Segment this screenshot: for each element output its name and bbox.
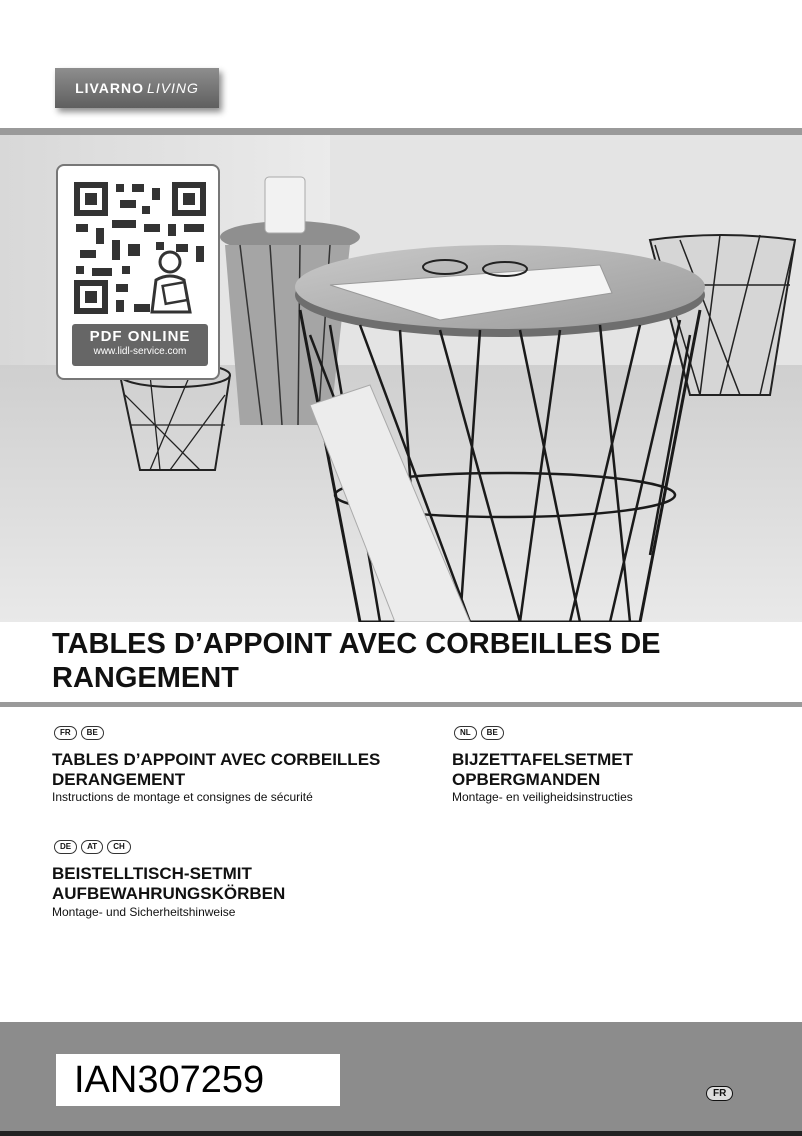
de-country-badges [54, 840, 131, 854]
de-section-subtitle: Montage- und Sicherheitshinweise [52, 905, 236, 919]
pdf-online-label [72, 324, 208, 366]
fr-section-subtitle: Instructions de montage et consignes de sécurité [52, 790, 313, 804]
footer-country-badge: FR [706, 1086, 733, 1101]
country-badge-nl: NL [454, 726, 477, 740]
logo-italic-text: LIVING [147, 80, 199, 96]
country-badge-ch: CH [107, 840, 131, 854]
livarno-living-logo [55, 68, 219, 108]
lidl-service-url: www.lidl-service.com [93, 346, 187, 357]
top-divider [0, 128, 802, 135]
logo-bold-text: LIVARNO [75, 80, 145, 96]
main-title: TABLES D’APPOINT AVEC CORBEILLES DE RANGEMENT [52, 628, 661, 694]
footer-band [0, 1022, 802, 1136]
nl-section-title: BIJZETTAFELSETMET OPBERGMANDEN [452, 750, 634, 789]
country-badge-de: DE [54, 840, 77, 854]
nl-country-badges [454, 726, 504, 740]
country-badge-be: BE [81, 726, 104, 740]
fr-section-title: TABLES D’APPOINT AVEC CORBEILLES DERANGEMENT [52, 750, 381, 789]
nl-section-subtitle: Montage- en veiligheidsinstructies [452, 790, 633, 804]
de-section-title: BEISTELLTISCH-SETMIT AUFBEWAHRUNGSKÖRBEN [52, 864, 286, 903]
pdf-online-text: PDF ONLINE [89, 328, 191, 345]
footer-bottom-line [0, 1131, 802, 1136]
middle-divider [0, 702, 802, 707]
ian-number: IAN307259 [56, 1054, 340, 1106]
country-badge-be: BE [481, 726, 504, 740]
qr-code-panel[interactable] [56, 164, 220, 380]
country-badge-at: AT [81, 840, 103, 854]
qr-code-icon [72, 180, 208, 316]
country-badge-fr: FR [54, 726, 77, 740]
fr-country-badges [54, 726, 104, 740]
